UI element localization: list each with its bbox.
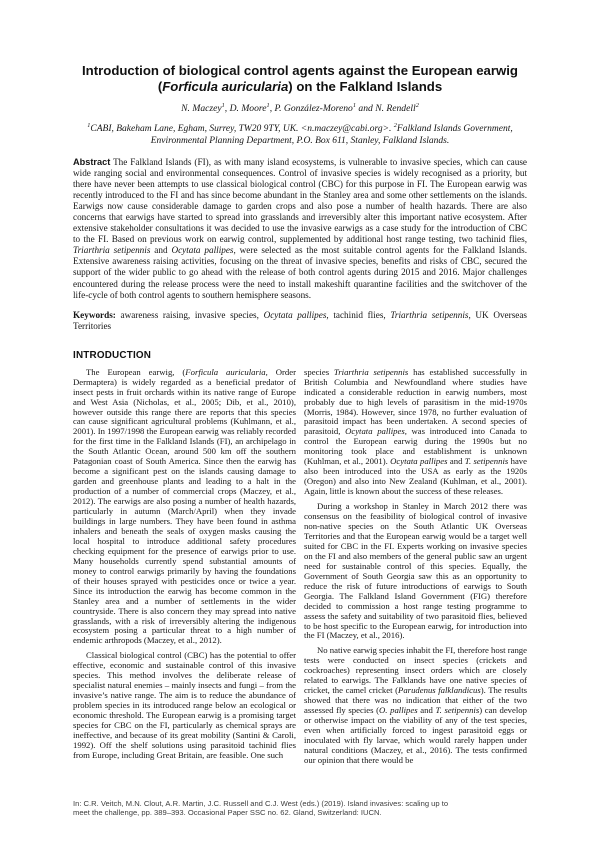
two-column-body — [73, 368, 527, 804]
authors-line: N. Maczey$^1$, D. Moore$^1$, P. González-Moreno$^1$ and N. Rendell$^2$ — [181, 101, 419, 114]
keywords-line: Keywords: awareness raising, invasive species, Ocytata pallipes, tachinid flies, Triarthria setipennis, UK Overseas Territories — [73, 309, 527, 331]
affiliations-line: $^1$CABI, Bakeham Lane, Egham, Surrey, TW20 9TY, UK. <n.maczey@cabi.org>. $^2$Falkland Islands Government, Environmental Planning Department, P.O. Box 611, Stanley, Falkland Islands. — [87, 121, 513, 146]
body-paragraph: The European earwig, (Forficula auricularia, Order Dermaptera) is widely regarded as a beneficial predator of insect pests in fruit orchards within its native range of Europe and West Asia (Nicholas, et al., 2005; Dib, et al., 2010), however outside this range there are reports that this species can cause significant agricultural problems (Kuhlmann, et al., 2001). In 1997/1998 the European earwig was reliably recorded for the first time in the Falkland Islands (FI), an archipelago in the South Atlantic Ocean, around 500 km off the southern Patagonian coast of South America. Since then the earwig has become a significant pest on the islands causing damage to garden and greenhouse plants and leading to a halt in the production of a number of commercial crops (Maczey, et al., 2012). The earwigs are also posing a number of health hazards, particularly in autumn (March/April) when they invade buildings in large numbers. They have been found in asthma inhalers and beneath the seals of oxygen masks causing the local hospital to introduce additional safety procedures checking equipment for the presence of earwigs prior to use. Many households currently spend substantial amounts of money to control earwigs primarily by having the foundations of their houses sprayed with pesticides once or twice a year. Since its introduction the earwig has become common in the Stanley area and a number of settlements in the wider countryside. There is also concern they may spread into native grasslands, with a risk of irreversibly altering the indigenous ecosystem posing a particular threat to a high number of endemic arthropods (Maczey, et al., 2012). — [73, 367, 296, 646]
introduction-heading: INTRODUCTION — [73, 349, 152, 361]
right-column — [304, 368, 527, 804]
left-column — [73, 368, 296, 804]
paper-title: Introduction of biological control agents against the European earwig (Forficula auricularia) on the Falkland Islands — [82, 63, 518, 94]
body-paragraph: Classical biological control (CBC) has the potential to offer effective, economic and sustainable control of this invasive species. This method involves the deliberate release of specialist natural enemies – mainly insects and fungi – from the invasive’s native range. The aim is to reduce the abundance of problem species in its introduced range below an ecological or economic threshold. The European earwig is a promising target species for CBC on the FI, particularly as chemical sprays are ineffective, and because of its great mobility (Santini & Caroli, 1992). Off the shelf solutions using parasitoid tachinid flies from Europe, including Great Britain, are feasible. One such — [73, 650, 296, 760]
body-paragraph: species Triarthria setipennis has established successfully in British Columbia and Newfoundland where studies have indicated a considerable reduction in earwig numbers, most probably due to high levels of parasitism in the mid-1970s (Morris, 1984). However, since 1978, no further evaluation of parasitoid impact has been undertaken. A second species of parasitoid, Ocytata pallipes, was introduced into Canada to control the European earwig during the 1990s but no monitoring took place and establishment is unknown (Kuhlman, et al., 2001). Ocytata pallipes and T. setipennis have also been introduced into the USA as early as the 1920s (Oregon) and also into New Zealand (Kuhlman, et al., 2001). Again, little is known about the success of these releases. — [304, 367, 527, 497]
citation-footer: In: C.R. Veitch, M.N. Clout, A.R. Martin, J.C. Russell and C.J. West (eds.) (2019). Island invasives: scaling up to meet the challenge, pp. 389–393. Occasional Paper SSC no. 62. Gland, Switzerland: IUCN. — [73, 799, 449, 818]
body-paragraph: During a workshop in Stanley in March 2012 there was consensus on the feasibility of biological control of invasive non-native species on the South Atlantic UK Overseas Territories and that the European earwig would be a target well suited for CBC in the FI. Experts working on invasive species on the FI and also members of the general public saw an urgent need for sustainable control of this species. Equally, the Government of South Georgia saw this as an opportunity to reduce the risk of future introductions of earwigs to South Georgia. The Falkland Island Government (FIG) therefore decided to commission a host range testing programme to assess the safety and suitability of two parasitoid flies, believed to be host specific to the European earwig, for introduction into the FI (Maczey, et al., 2016). — [304, 501, 527, 641]
body-paragraph: No native earwig species inhabit the FI, therefore host range tests were conducted on insect species (crickets and cockroaches) representing insect orders which are closely related to earwigs. The Falklands have one native species of cricket, the camel cricket (Parudenus falklandicus). The results showed that there was no indication that either of the two assessed fly species (O. pallipes and T. setipennis) can develop or otherwise impact on the viability of any of the test species, even when artificially forced to ingest parasitoid eggs or inoculated with fly larvae, which would rarely happen under natural conditions (Maczey, et al., 2016). The tests confirmed our opinion that there would be — [304, 645, 527, 765]
abstract-paragraph: Abstract The Falkland Islands (FI), as with many island ecosystems, is vulnerable to invasive species, which can cause wide ranging social and environmental consequences. Control of invasive species is widely recognised as a priority, but there have never been attempts to use classical biological control (CBC) for this purpose in FI. The European earwig was recently introduced to the FI and has since become abundant in the Stanley area and some other settlements on the islands. Earwigs now cause considerable damage to garden crops and also pose a number of health hazards. There are also concerns that earwigs have started to spread into grasslands and irreversibly alter this important native ecosystem. After extensive stakeholder consultations it was decided to use the invasive earwigs as a case study for the introduction of CBC to the FI. Based on previous work on earwig control, supplemented by additional host range testing, two tachinid flies, Triarthria setipennis and Ocytata pallipes, were selected as the most suitable control agents for the Falkland Islands. Extensive awareness raising activities, focusing on the threat of invasive species, benefits and risks of CBC, secured the support of the wider public to go ahead with the release of both control agents during 2015 and 2016. Major challenges encountered during the release process were the need to install makeshift quarantine facilities and the switchover of the life-cycle of both control agents to southern hemisphere seasons. — [73, 157, 528, 300]
